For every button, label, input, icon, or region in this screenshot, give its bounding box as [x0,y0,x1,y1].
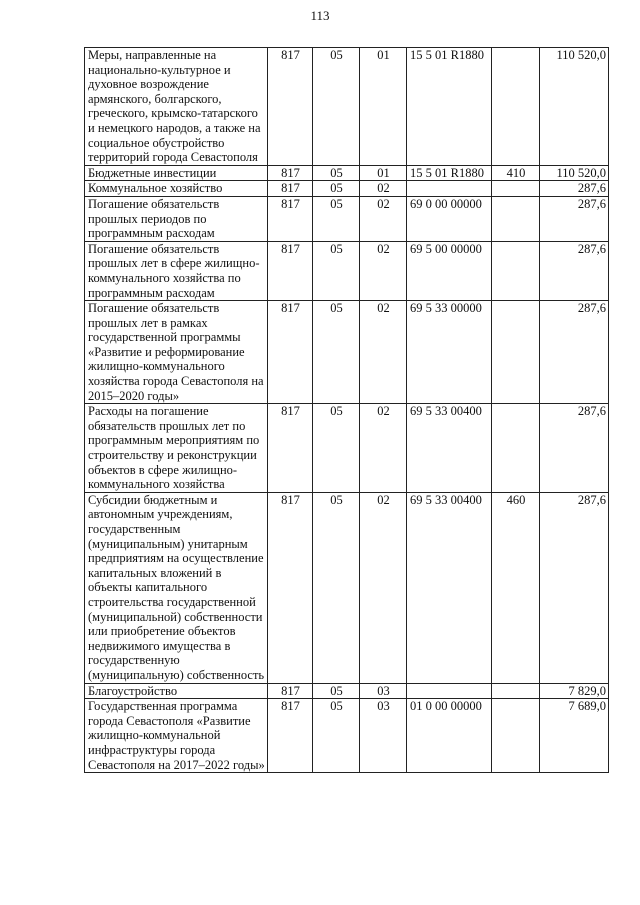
row-target-code: 69 5 33 00400 [407,492,492,683]
row-subsection-code: 01 [360,165,407,181]
row-section-code: 05 [313,165,360,181]
row-section-code: 05 [313,404,360,493]
row-target-code [407,683,492,699]
row-target-code: 15 5 01 R1880 [407,165,492,181]
row-ministry-code: 817 [268,241,313,300]
row-ministry-code: 817 [268,165,313,181]
row-subsection-code: 02 [360,181,407,197]
row-section-code: 05 [313,241,360,300]
page-number: 113 [310,8,330,23]
row-amount: 287,6 [540,492,609,683]
table-row [85,181,609,197]
table-row [85,683,609,699]
row-subsection-code: 03 [360,683,407,699]
row-ministry-code: 817 [268,404,313,493]
row-ministry-code: 817 [268,48,313,166]
row-amount: 287,6 [540,196,609,241]
row-expense-type [492,301,540,404]
row-amount: 110 520,0 [540,165,609,181]
row-name: Субсидии бюджетным и автономным учреждениям, государственным (муниципальным) унитарным предприятиям на осуществление капитальных вложений в объекты капитального строительства государственной (муниципальной) собственности или приобретение объектов недвижимого имущества в государственную (муниципальную) собственность [85,492,268,683]
row-expense-type [492,241,540,300]
row-subsection-code: 02 [360,404,407,493]
table-row [85,165,609,181]
row-ministry-code: 817 [268,492,313,683]
row-amount: 287,6 [540,301,609,404]
row-name: Благоустройство [85,683,268,699]
row-amount: 287,6 [540,404,609,493]
row-expense-type [492,181,540,197]
row-target-code [407,181,492,197]
row-section-code: 05 [313,683,360,699]
row-ministry-code: 817 [268,196,313,241]
row-name: Государственная программа города Севастополя «Развитие жилищно-коммунальной инфраструктуры города Севастополя на 2017–2022 годы» [85,699,268,773]
row-target-code: 69 5 33 00400 [407,404,492,493]
row-amount: 7 829,0 [540,683,609,699]
row-expense-type: 410 [492,165,540,181]
row-subsection-code: 01 [360,48,407,166]
row-name: Коммунальное хозяйство [85,181,268,197]
row-subsection-code: 02 [360,196,407,241]
row-amount: 287,6 [540,241,609,300]
row-amount: 287,6 [540,181,609,197]
row-expense-type [492,683,540,699]
row-section-code: 05 [313,699,360,773]
row-section-code: 05 [313,196,360,241]
row-target-code: 69 5 33 00000 [407,301,492,404]
row-target-code: 01 0 00 00000 [407,699,492,773]
table-row [85,301,609,404]
row-subsection-code: 03 [360,699,407,773]
row-target-code: 69 5 00 00000 [407,241,492,300]
row-amount: 110 520,0 [540,48,609,166]
table-row [85,492,609,683]
table-row [85,404,609,493]
row-expense-type [492,48,540,166]
row-subsection-code: 02 [360,301,407,404]
row-section-code: 05 [313,301,360,404]
row-section-code: 05 [313,181,360,197]
row-section-code: 05 [313,48,360,166]
row-name: Погашение обязательств прошлых периодов по программным расходам [85,196,268,241]
row-target-code: 69 0 00 00000 [407,196,492,241]
row-expense-type [492,699,540,773]
row-ministry-code: 817 [268,699,313,773]
row-expense-type: 460 [492,492,540,683]
budget-table [84,47,609,773]
row-ministry-code: 817 [268,683,313,699]
row-subsection-code: 02 [360,241,407,300]
row-name: Погашение обязательств прошлых лет в сфере жилищно-коммунального хозяйства по программным расходам [85,241,268,300]
row-expense-type [492,404,540,493]
row-name: Бюджетные инвестиции [85,165,268,181]
row-ministry-code: 817 [268,181,313,197]
table-row [85,48,609,166]
row-ministry-code: 817 [268,301,313,404]
row-expense-type [492,196,540,241]
row-subsection-code: 02 [360,492,407,683]
row-name: Меры, направленные на национально-культурное и духовное возрождение армянского, болгарского, греческого, крымско-татарского и немецкого народов, а также на социальное обустройство территорий города Севастополя [85,48,268,166]
table-row [85,699,609,773]
row-name: Расходы на погашение обязательств прошлых лет по программным мероприятиям по строительству и реконструкции объектов в сфере жилищно-коммунального хозяйства [85,404,268,493]
table-row [85,241,609,300]
row-amount: 7 689,0 [540,699,609,773]
row-name: Погашение обязательств прошлых лет в рамках государственной программы «Развитие и реформирование жилищно-коммунального хозяйства города Севастополя на 2015–2020 годы» [85,301,268,404]
row-section-code: 05 [313,492,360,683]
row-target-code: 15 5 01 R1880 [407,48,492,166]
table-row [85,196,609,241]
